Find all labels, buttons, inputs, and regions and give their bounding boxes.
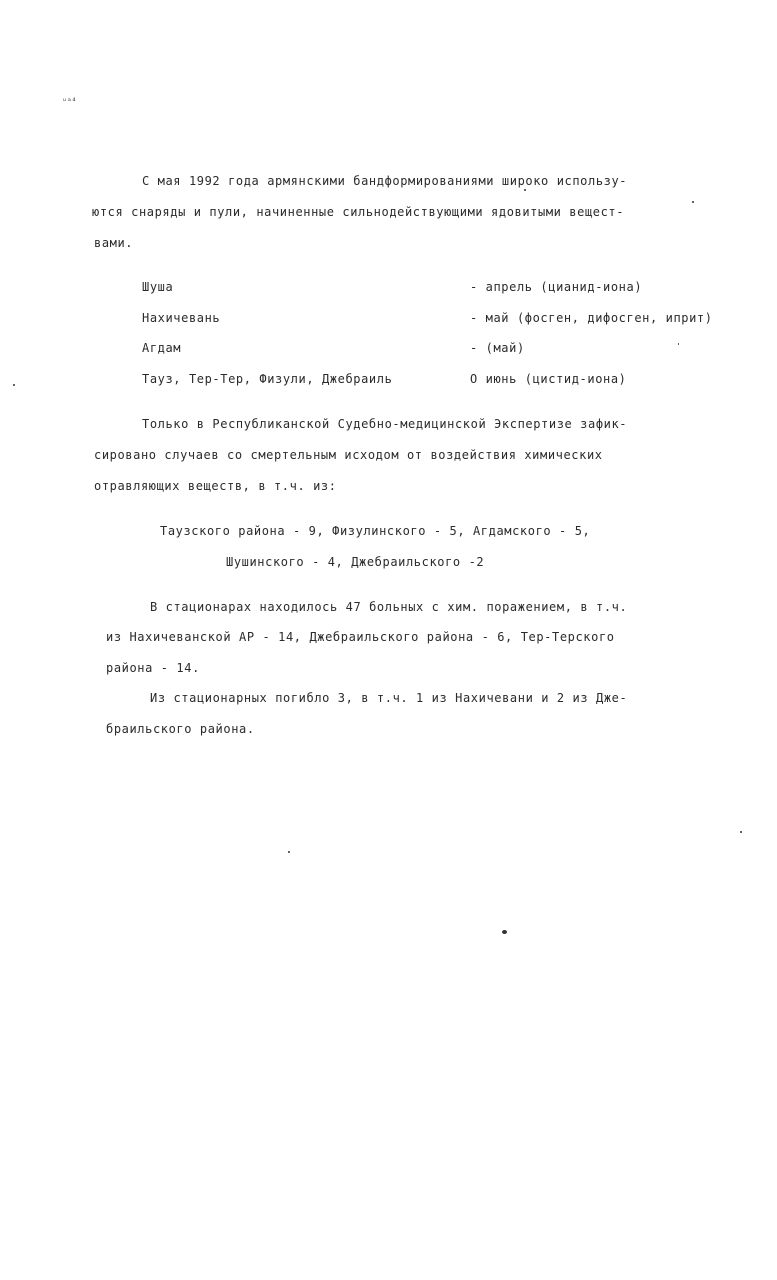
scan-speck	[692, 201, 694, 203]
deaths-line-2: браильского района.	[106, 722, 255, 736]
scan-speck	[13, 384, 15, 386]
expertise-line-1: Только в Республиканской Судебно-медицинской Экспертизе зафик-	[142, 417, 628, 431]
corner-mark: ᵤₐ₄	[62, 94, 77, 103]
scan-speck	[524, 189, 526, 191]
intro-line-2: ются снаряды и пули, начиненные сильнодействующими ядовитыми вещест-	[92, 205, 625, 219]
expertise-line-3: отравляющих веществ, в т.ч. из:	[94, 479, 337, 493]
location-detail: - май (фосген, дифосген, иприт)	[470, 311, 713, 325]
location-place: Нахичевань	[142, 311, 221, 325]
districts-line-1: Таузского района - 9, Физулинского - 5, Агдамского - 5,	[160, 524, 591, 538]
hospital-line-3: района - 14.	[106, 661, 200, 675]
location-place: Шуша	[142, 280, 174, 294]
deaths-line-1: Из стационарных погибло 3, в т.ч. 1 из Нахичевани и 2 из Дже-	[150, 691, 628, 705]
scan-speck	[678, 343, 679, 345]
scan-speck	[502, 930, 507, 934]
location-place: Тауз, Тер-Тер, Физули, Джебраиль	[142, 372, 393, 386]
hospital-line-2: из Нахичеванской АР - 14, Джебраильского района - 6, Тер-Терского	[106, 630, 615, 644]
scan-speck	[288, 851, 290, 853]
location-place: Агдам	[142, 341, 182, 355]
hospital-line-1: В стационарах находилось 47 больных с хим. поражением, в т.ч.	[150, 600, 628, 614]
location-detail: О июнь (цистид-иона)	[470, 372, 627, 386]
intro-line-1: С мая 1992 года армянскими бандформированиями широко использу-	[142, 174, 628, 188]
expertise-line-2: сировано случаев со смертельным исходом от воздействия химических	[94, 448, 603, 462]
location-detail: - (май)	[470, 341, 525, 355]
location-detail: - апрель (цианид-иона)	[470, 280, 643, 294]
intro-line-3: вами.	[94, 236, 134, 250]
districts-line-2: Шушинского - 4, Джебраильского -2	[226, 555, 485, 569]
scan-speck	[740, 831, 742, 833]
